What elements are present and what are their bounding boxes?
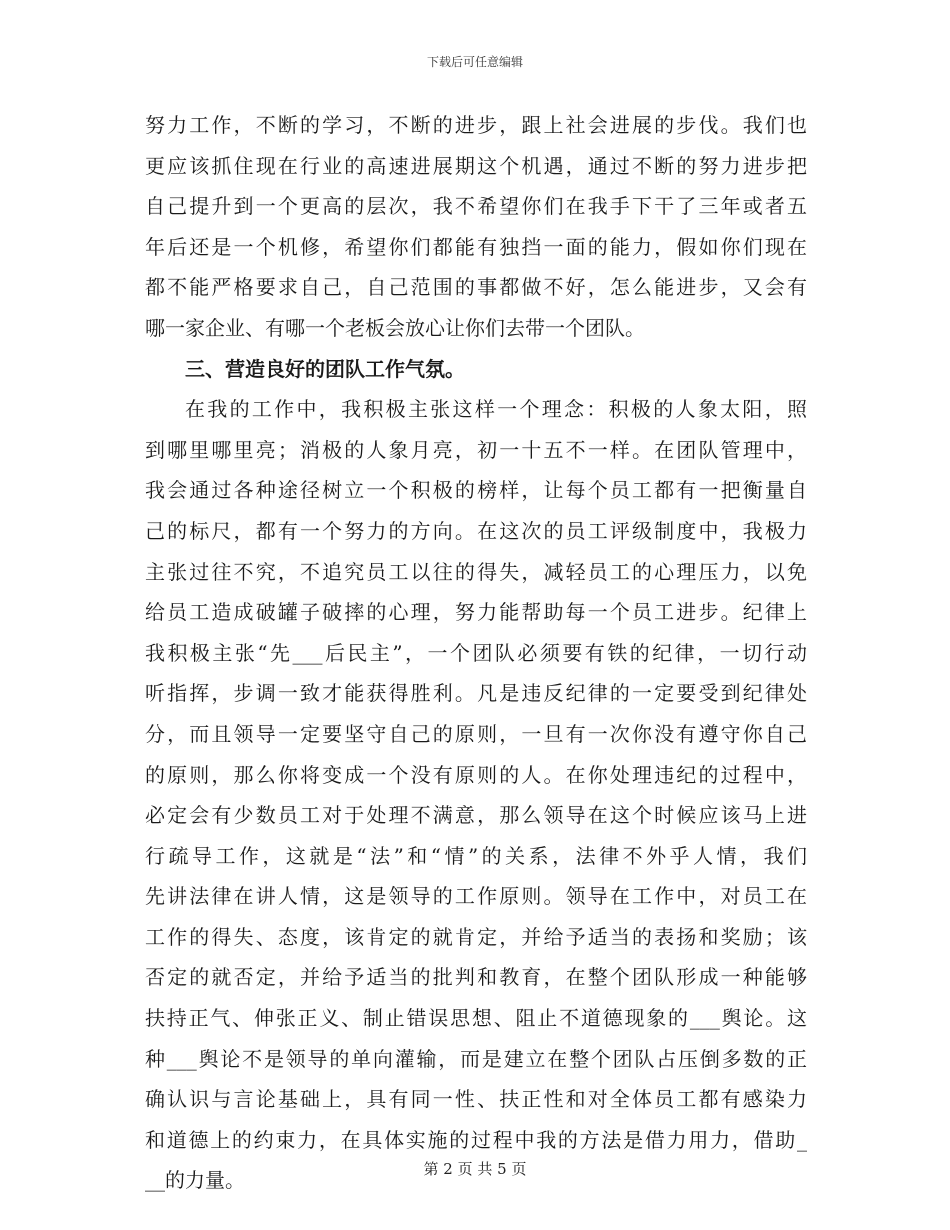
text-line: 哪一家企业、有哪一个老板会放心让你们去带一个团队。 [145, 315, 645, 340]
text-line: 扶持正气、伸张正义、制止错误思想、阻止不道德现象的___舆论。这 [145, 1006, 807, 1031]
text-line: 都不能严格要求自己，自己范围的事都做不好，怎么能进步，又会有 [145, 275, 807, 300]
text-line: 必定会有少数员工对于处理不满意，那么领导在这个时候应该马上进 [145, 803, 807, 828]
text-line: 我会通过各种途径树立一个积极的榜样，让每个员工都有一把衡量自 [145, 478, 807, 503]
text-line: 否定的就否定，并给予适当的批判和教育，在整个团队形成一种能够 [145, 965, 807, 990]
text-line: 听指挥，步调一致才能获得胜利。凡是违反纪律的一定要受到纪律处 [145, 681, 807, 706]
section-heading: 三、营造良好的团队工作气氛。 [185, 356, 465, 381]
text-line: 主张过往不究，不追究员工以往的得失，减轻员工的心理压力，以免 [145, 559, 807, 584]
text-line: 更应该抓住现在行业的高速进展期这个机遇，通过不断的努力进步把 [145, 153, 807, 178]
page-footer: 第 2 页 共 5 页 [423, 1160, 527, 1178]
text-line: 先讲法律在讲人情，这是领导的工作原则。领导在工作中，对员工在 [145, 884, 807, 909]
text-line: 分，而且领导一定要坚守自己的原则，一旦有一次你没有遵守你自己 [145, 721, 807, 746]
text-line: 在我的工作中，我积极主张这样一个理念：积极的人象太阳，照 [185, 397, 807, 422]
text-line: 种___舆论不是领导的单向灌输，而是建立在整个团队占压倒多数的正 [145, 1046, 807, 1071]
text-line: 的原则，那么你将变成一个没有原则的人。在你处理违纪的过程中， [145, 762, 807, 787]
text-line: 工作的得失、态度，该肯定的就肯定，并给予适当的表扬和奖励；该 [145, 924, 807, 949]
text-line: __的力量。 [145, 1168, 245, 1193]
page-header: 下载后可任意编辑 [426, 55, 523, 69]
text-line: 我积极主张“先___后民主”，一个团队必须要有铁的纪律，一切行动 [145, 640, 807, 665]
text-line: 己的标尺，都有一个努力的方向。在这次的员工评级制度中，我极力 [145, 518, 807, 543]
text-line: 年后还是一个机修，希望你们都能有独挡一面的能力，假如你们现在 [145, 234, 807, 259]
text-line: 努力工作，不断的学习，不断的进步，跟上社会进展的步伐。我们也 [145, 113, 807, 137]
text-line: 给员工造成破罐子破摔的心理，努力能帮助每一个员工进步。纪律上 [145, 600, 807, 625]
text-line: 确认识与言论基础上，具有同一性、扶正性和对全体员工都有感染力 [145, 1087, 807, 1112]
document-body [145, 105, 807, 1201]
text-line: 行疏导工作，这就是“法”和“情”的关系，法律不外乎人情，我们 [145, 843, 807, 868]
text-line: 到哪里哪里亮；消极的人象月亮，初一十五不一样。在团队管理中， [145, 437, 807, 462]
text-line: 和道德上的约束力，在具体实施的过程中我的方法是借力用力，借助_ [145, 1127, 807, 1152]
text-line: 自己提升到一个更高的层次，我不希望你们在我手下干了三年或者五 [145, 194, 807, 219]
